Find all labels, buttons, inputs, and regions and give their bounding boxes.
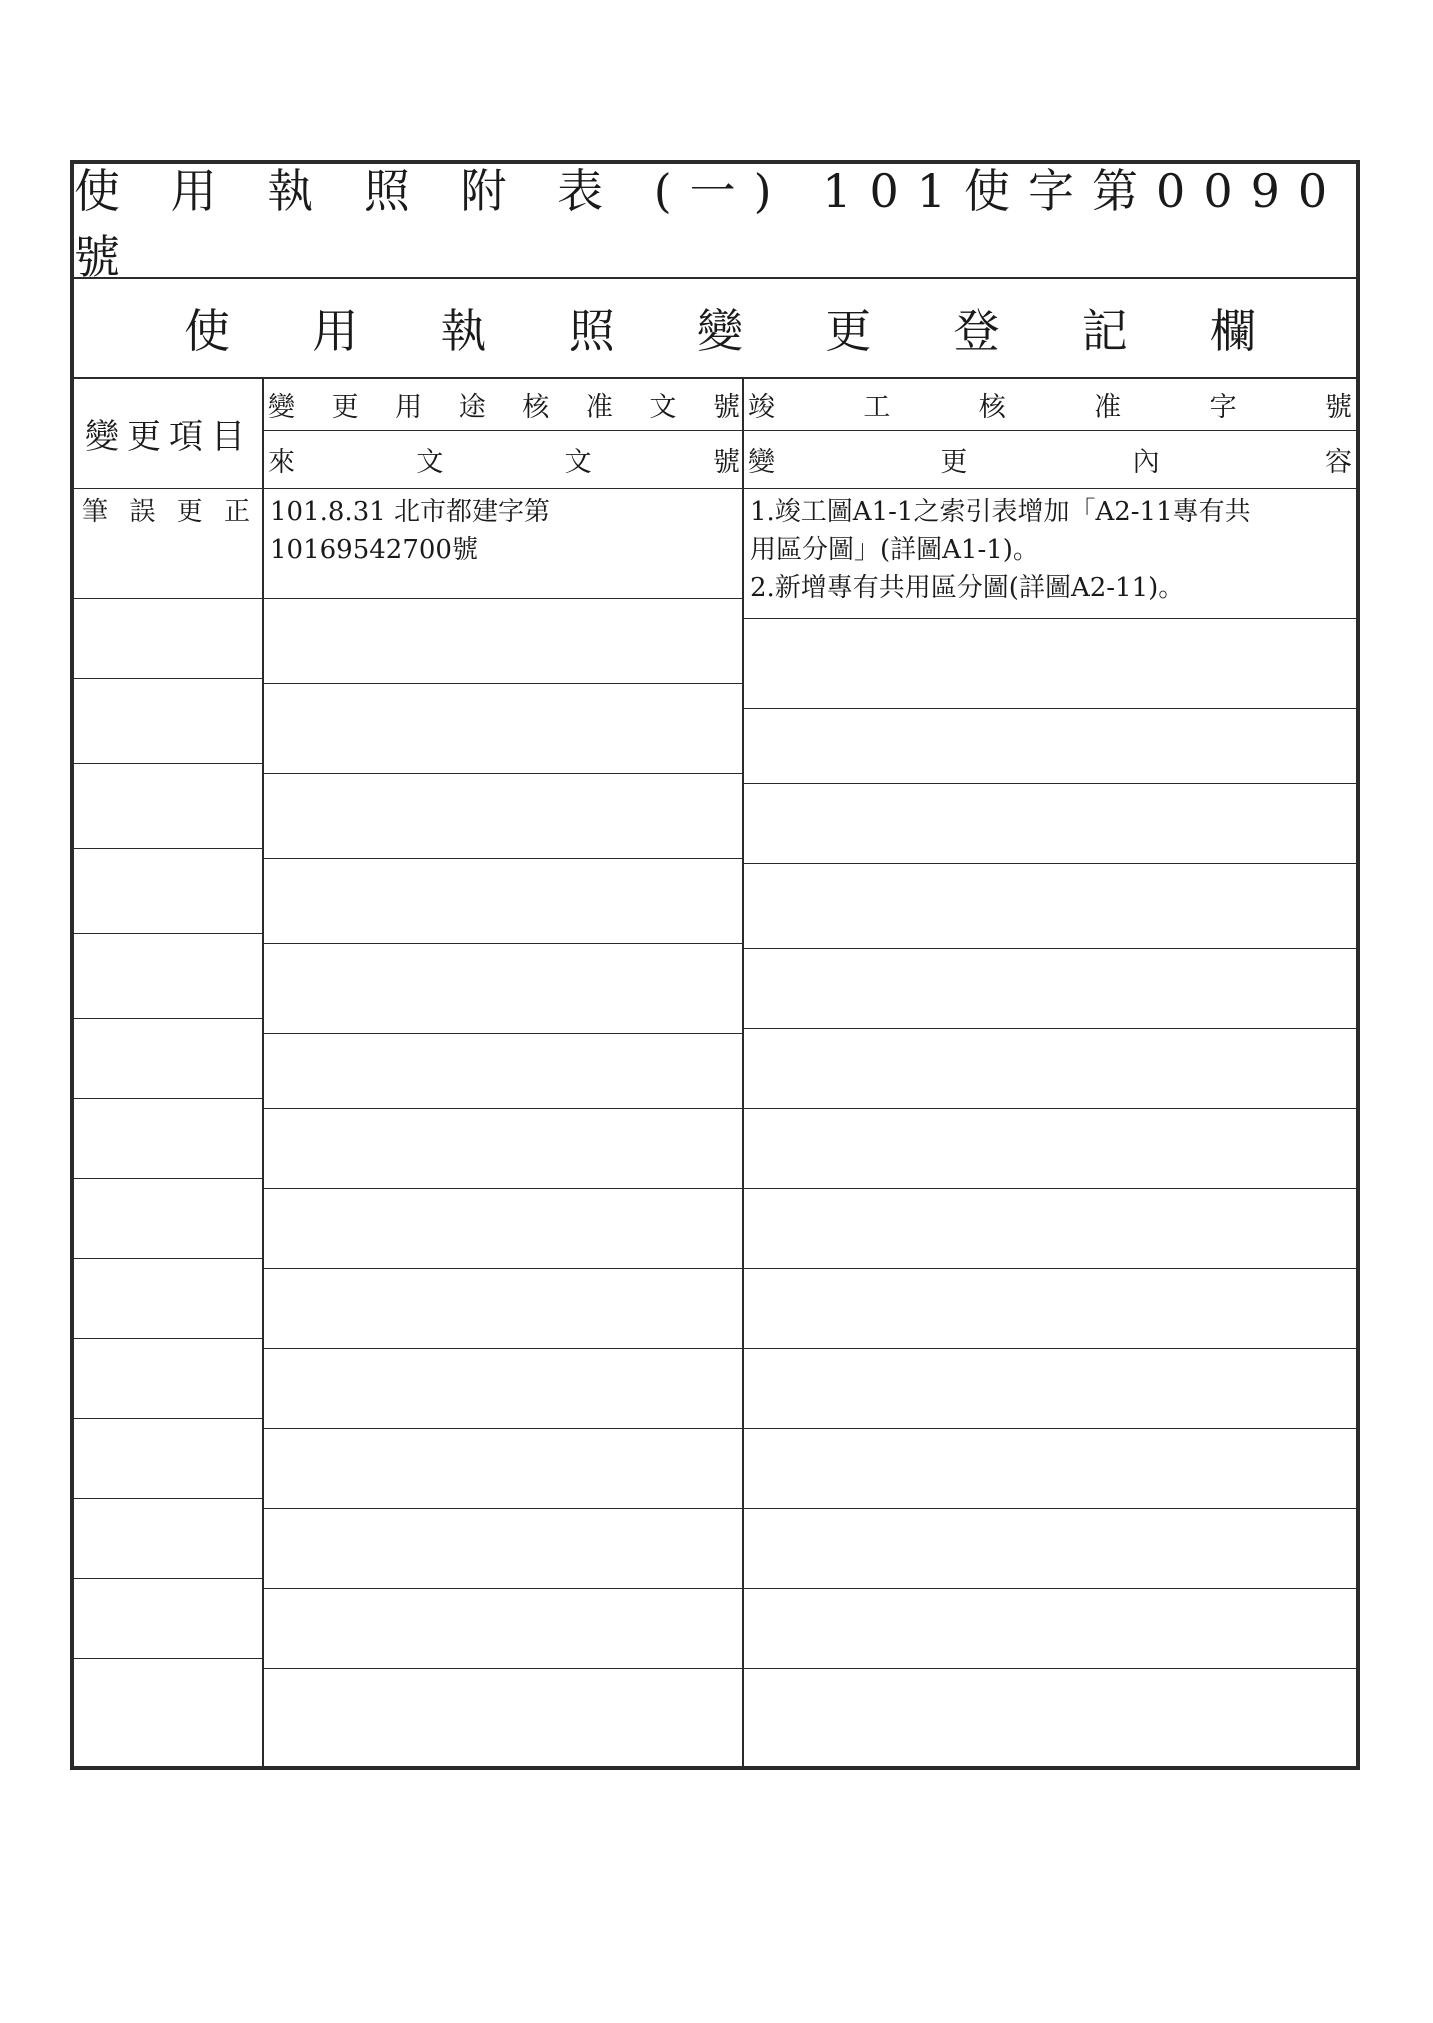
empty-item-cell bbox=[74, 764, 264, 849]
header-approval-number-char: 更 bbox=[331, 392, 359, 423]
empty-document-cell bbox=[264, 1589, 744, 1669]
header-change-content-char: 更 bbox=[940, 447, 968, 478]
header-change-content-char: 變 bbox=[748, 447, 775, 478]
header-incoming-document-char: 文 bbox=[416, 447, 444, 478]
register-heading-char: 照 bbox=[568, 304, 615, 358]
empty-item-cell bbox=[74, 1259, 264, 1339]
header-change-content-char: 內 bbox=[1132, 447, 1160, 478]
empty-document-cell bbox=[264, 944, 744, 1034]
entry-item-text bbox=[74, 489, 264, 528]
empty-item-cell bbox=[74, 599, 264, 679]
empty-document-cell bbox=[264, 684, 744, 774]
empty-item-cell bbox=[74, 934, 264, 1019]
license-attachment-table bbox=[70, 160, 1360, 1770]
header-completion-approval bbox=[744, 379, 1356, 431]
header-change-content-text bbox=[744, 431, 1356, 488]
empty-content-cell bbox=[744, 709, 1356, 784]
header-approval-number-text bbox=[264, 379, 744, 430]
header-completion-approval-char: 號 bbox=[1324, 392, 1352, 423]
header-change-item: 變更項目 bbox=[74, 379, 264, 489]
empty-document-cell bbox=[264, 774, 744, 859]
empty-document-cell bbox=[264, 1269, 744, 1349]
header-completion-approval-char: 工 bbox=[863, 392, 891, 423]
header-completion-approval-char: 字 bbox=[1209, 392, 1237, 423]
empty-document-cell bbox=[264, 1189, 744, 1269]
empty-item-cell bbox=[74, 1419, 264, 1499]
register-heading-char: 更 bbox=[825, 304, 872, 358]
empty-item-cell bbox=[74, 849, 264, 934]
empty-content-cell bbox=[744, 619, 1356, 709]
header-approval-number-char: 核 bbox=[522, 392, 550, 423]
register-heading-char: 用 bbox=[312, 304, 359, 358]
empty-content-cell bbox=[744, 784, 1356, 864]
empty-content-cell bbox=[744, 1269, 1356, 1349]
empty-document-cell bbox=[264, 1509, 744, 1589]
empty-document-cell bbox=[264, 1669, 744, 1770]
empty-content-cell bbox=[744, 1029, 1356, 1109]
empty-document-cell bbox=[264, 1349, 744, 1429]
document-title: 使 用 執 照 附 表 (一) 101使字第0090號 bbox=[74, 164, 1356, 279]
empty-document-cell bbox=[264, 1034, 744, 1109]
empty-content-cell bbox=[744, 1509, 1356, 1589]
empty-document-cell bbox=[264, 599, 744, 684]
register-heading-char: 登 bbox=[953, 304, 1000, 358]
header-approval-number-char: 變 bbox=[268, 392, 295, 423]
header-incoming-document-char: 來 bbox=[268, 447, 295, 478]
register-heading-char: 變 bbox=[697, 304, 743, 358]
empty-content-cell bbox=[744, 1429, 1356, 1509]
register-heading-char: 欄 bbox=[1210, 304, 1256, 358]
empty-item-cell bbox=[74, 1179, 264, 1259]
header-approval-number-char: 准 bbox=[585, 392, 613, 423]
header-incoming-document-text bbox=[264, 431, 744, 488]
empty-content-cell bbox=[744, 1189, 1356, 1269]
entry-item-char: 筆 bbox=[82, 497, 109, 527]
entry-content-cell: 1.竣工圖A1-1之索引表增加「A2-11專有共 用區分圖」(詳圖A1-1)。 2.新增專有共用區分圖(詳圖A2-11)。 bbox=[744, 489, 1356, 619]
empty-item-cell bbox=[74, 1339, 264, 1419]
empty-item-cell bbox=[74, 1659, 264, 1770]
header-approval-number-char: 用 bbox=[395, 392, 423, 423]
entry-item-char: 正 bbox=[223, 497, 250, 527]
header-approval-number-char: 途 bbox=[458, 392, 486, 423]
header-incoming-document-char: 號 bbox=[712, 447, 740, 478]
entry-item-cell bbox=[74, 489, 264, 599]
empty-item-cell bbox=[74, 1579, 264, 1659]
header-completion-approval-char: 准 bbox=[1094, 392, 1122, 423]
header-completion-approval-char: 竣 bbox=[748, 392, 775, 423]
header-incoming-document-char: 文 bbox=[564, 447, 592, 478]
empty-content-cell bbox=[744, 864, 1356, 949]
empty-document-cell bbox=[264, 1429, 744, 1509]
empty-item-cell bbox=[74, 1019, 264, 1099]
header-approval-number bbox=[264, 379, 744, 431]
header-approval-number-char: 號 bbox=[712, 392, 740, 423]
register-heading-char: 記 bbox=[1081, 304, 1128, 358]
register-heading-char: 執 bbox=[440, 304, 487, 358]
register-heading bbox=[74, 279, 1356, 379]
empty-document-cell bbox=[264, 859, 744, 944]
empty-document-cell bbox=[264, 1109, 744, 1189]
register-heading-text bbox=[74, 295, 1356, 361]
empty-item-cell bbox=[74, 1499, 264, 1579]
entry-item-char: 誤 bbox=[129, 497, 156, 527]
empty-content-cell bbox=[744, 1349, 1356, 1429]
header-incoming-document bbox=[264, 431, 744, 489]
entry-item-char: 更 bbox=[176, 497, 203, 527]
empty-content-cell bbox=[744, 1109, 1356, 1189]
empty-item-cell bbox=[74, 679, 264, 764]
empty-content-cell bbox=[744, 1669, 1356, 1770]
header-change-content bbox=[744, 431, 1356, 489]
empty-item-cell bbox=[74, 1099, 264, 1179]
empty-content-cell bbox=[744, 949, 1356, 1029]
header-completion-approval-char: 核 bbox=[978, 392, 1006, 423]
header-change-content-char: 容 bbox=[1324, 447, 1352, 478]
register-heading-char: 使 bbox=[184, 304, 230, 358]
empty-content-cell bbox=[744, 1589, 1356, 1669]
entry-document-cell: 101.8.31 北市都建字第 10169542700號 bbox=[264, 489, 744, 599]
header-completion-approval-text bbox=[744, 379, 1356, 430]
header-approval-number-char: 文 bbox=[649, 392, 677, 423]
